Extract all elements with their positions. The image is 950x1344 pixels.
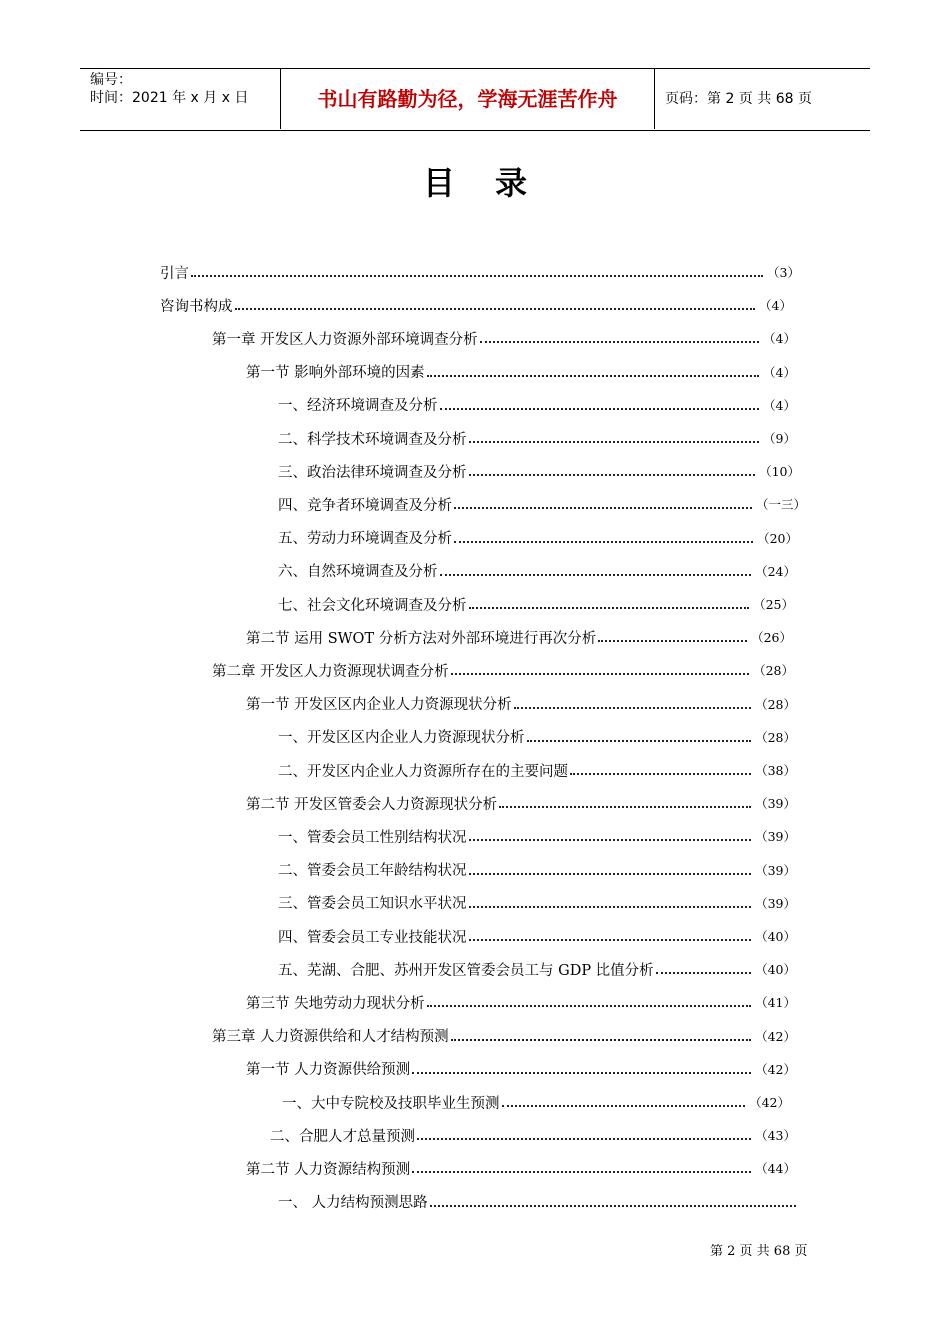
toc-entry-page: （42） bbox=[755, 1028, 796, 1044]
toc-entry-page: （10） bbox=[759, 464, 800, 480]
toc-entry-page: （39） bbox=[755, 862, 796, 878]
toc-entry-title: 第三章 人力资源供给和人才结构预测 bbox=[212, 1029, 449, 1046]
toc-dot-leader bbox=[469, 593, 750, 609]
toc-entry[interactable] bbox=[160, 291, 792, 319]
toc-entry[interactable] bbox=[278, 856, 796, 884]
toc-entry-page: （42） bbox=[749, 1095, 790, 1110]
toc-entry[interactable] bbox=[246, 988, 796, 1016]
toc-entry-title: 四、竞争者环境调查及分析 bbox=[278, 497, 452, 514]
toc-entry-page: （44） bbox=[755, 1161, 796, 1177]
toc-dot-leader bbox=[469, 859, 752, 875]
toc-entry-title: 第二节 人力资源结构预测 bbox=[246, 1161, 411, 1178]
toc-dot-leader bbox=[469, 892, 752, 908]
toc-dot-leader bbox=[235, 294, 756, 310]
page-title: 目录 bbox=[422, 164, 567, 202]
toc-entry-title: 四、管委会员工专业技能状况 bbox=[278, 929, 467, 946]
toc-entry[interactable] bbox=[278, 756, 796, 784]
toc-entry[interactable] bbox=[278, 424, 796, 452]
toc-entry-title: 第二节 开发区管委会人力资源现状分析 bbox=[246, 796, 498, 813]
toc-entry-title: 六、自然环境调查及分析 bbox=[278, 564, 438, 581]
toc-entry[interactable] bbox=[278, 822, 796, 850]
toc-entry-page: （39） bbox=[755, 829, 796, 845]
toc-dot-leader bbox=[480, 327, 759, 343]
toc-dot-leader bbox=[430, 1191, 796, 1207]
toc-entry-page: （26） bbox=[751, 630, 792, 646]
toc-entry[interactable] bbox=[246, 358, 796, 386]
header-divider bbox=[654, 69, 655, 129]
toc-entry-title: 第一章 开发区人力资源外部环境调查分析 bbox=[212, 331, 478, 348]
toc-entry-title: 二、合肥人才总量预测 bbox=[270, 1128, 415, 1145]
toc-entry-page: （41） bbox=[755, 995, 796, 1011]
toc-dot-leader bbox=[570, 759, 751, 775]
toc-entry[interactable] bbox=[246, 1154, 796, 1182]
toc-entry-title: 一、管委会员工性别结构状况 bbox=[278, 829, 467, 846]
toc-entry-page: （24） bbox=[755, 563, 796, 579]
toc-entry-title: 第二章 开发区人力资源现状调查分析 bbox=[212, 663, 449, 680]
toc-entry[interactable] bbox=[278, 457, 800, 485]
header-motto: 书山有路勤为径，学海无涯苦作舟 bbox=[317, 87, 618, 111]
toc-entry[interactable] bbox=[160, 258, 800, 286]
toc-entry-title: 二、科学技术环境调查及分析 bbox=[278, 431, 467, 448]
document-header bbox=[80, 68, 870, 131]
time-label: 时间：2021 年 x 月 x 日 bbox=[90, 90, 249, 106]
toc-entry[interactable] bbox=[278, 391, 796, 419]
toc-entry[interactable] bbox=[212, 324, 796, 352]
toc-dot-leader bbox=[427, 991, 751, 1007]
toc-entry-page: （20） bbox=[757, 530, 798, 546]
toc-dot-leader bbox=[469, 427, 760, 443]
toc-entry-page: （43） bbox=[755, 1128, 796, 1144]
toc-entry-page: （38） bbox=[755, 763, 796, 778]
toc-dot-leader bbox=[598, 626, 747, 642]
toc-dot-leader bbox=[499, 792, 751, 808]
toc-entry-page: （42） bbox=[755, 1061, 796, 1077]
toc-entry-page: （一三） bbox=[755, 497, 806, 513]
toc-dot-leader bbox=[454, 527, 753, 543]
number-label: 编号： bbox=[90, 72, 132, 88]
toc-entry[interactable] bbox=[278, 490, 806, 518]
toc-entry-page: （9） bbox=[763, 431, 796, 446]
toc-entry-title: 一、 人力结构预测思路 bbox=[278, 1195, 428, 1212]
toc-entry[interactable] bbox=[278, 1188, 800, 1216]
toc-entry-page: （4） bbox=[763, 397, 796, 413]
toc-entry[interactable] bbox=[270, 1121, 796, 1149]
header-page-info: 页码：第 2 页 共 68 页 bbox=[665, 91, 812, 107]
toc-entry[interactable] bbox=[278, 723, 796, 751]
toc-entry-page: （39） bbox=[755, 796, 796, 812]
toc-entry-title: 第一节 影响外部环境的因素 bbox=[246, 365, 425, 382]
toc-dot-leader bbox=[191, 261, 763, 277]
toc-entry-title: 咨询书构成 bbox=[160, 298, 233, 315]
toc-dot-leader bbox=[502, 1091, 746, 1107]
toc-entry-title: 二、开发区内企业人力资源所存在的主要问题 bbox=[278, 763, 568, 780]
toc-entry-title: 引言 bbox=[160, 265, 189, 282]
toc-entry[interactable] bbox=[282, 1088, 790, 1116]
toc-entry-page: （40） bbox=[755, 929, 796, 944]
toc-entry-page: （39） bbox=[755, 895, 796, 911]
toc-entry-title: 一、大中专院校及技职毕业生预测 bbox=[282, 1095, 500, 1112]
toc-entry[interactable] bbox=[246, 690, 796, 718]
toc-dot-leader bbox=[412, 1157, 751, 1173]
toc-dot-leader bbox=[527, 726, 752, 742]
toc-entry[interactable] bbox=[278, 524, 798, 552]
toc-entry-title: 七、社会文化环境调查及分析 bbox=[278, 597, 467, 614]
toc-entry[interactable] bbox=[278, 889, 796, 917]
header-meta bbox=[90, 71, 280, 107]
toc-dot-leader bbox=[440, 560, 752, 576]
toc-entry[interactable] bbox=[212, 656, 794, 684]
toc-entry-page: （4） bbox=[759, 298, 792, 314]
toc-entry-title: 第三节 失地劳动力现状分析 bbox=[246, 995, 425, 1012]
toc-entry-page: （4） bbox=[763, 331, 796, 347]
toc-entry-page: （28） bbox=[753, 663, 794, 679]
toc-entry[interactable] bbox=[278, 557, 796, 585]
toc-entry[interactable] bbox=[246, 623, 792, 651]
toc-dot-leader bbox=[451, 1025, 751, 1041]
toc-entry-title: 二、管委会员工年龄结构状况 bbox=[278, 863, 467, 880]
toc-dot-leader bbox=[417, 1124, 751, 1140]
toc-dot-leader bbox=[469, 925, 752, 941]
toc-entry[interactable] bbox=[278, 955, 796, 983]
toc-dot-leader bbox=[427, 361, 759, 377]
toc-dot-leader bbox=[454, 493, 752, 509]
toc-entry-title: 三、管委会员工知识水平状况 bbox=[278, 896, 467, 913]
toc-dot-leader bbox=[412, 1058, 751, 1074]
toc-entry-title: 三、政治法律环境调查及分析 bbox=[278, 464, 467, 481]
toc-entry-page: （28） bbox=[755, 729, 796, 745]
toc-dot-leader bbox=[469, 825, 752, 841]
toc-entry[interactable] bbox=[278, 922, 796, 950]
toc-entry-page: （4） bbox=[763, 364, 796, 380]
toc-entry[interactable] bbox=[212, 1022, 796, 1050]
toc-dot-leader bbox=[440, 394, 760, 410]
toc-dot-leader bbox=[656, 958, 751, 974]
toc-dot-leader bbox=[469, 460, 756, 476]
toc-dot-leader bbox=[451, 659, 749, 675]
toc-entry-title: 第一节 开发区区内企业人力资源现状分析 bbox=[246, 697, 512, 714]
toc-entry-title: 第一节 人力资源供给预测 bbox=[246, 1062, 411, 1079]
toc-entry-title: 五、芜湖、合肥、苏州开发区管委会员工与 GDP 比值分析 bbox=[278, 962, 654, 979]
toc-entry-page: （40） bbox=[755, 962, 796, 978]
toc-entry[interactable] bbox=[246, 1055, 796, 1083]
toc-entry-page: （3） bbox=[767, 265, 800, 280]
toc-entry-title: 五、劳动力环境调查及分析 bbox=[278, 531, 452, 548]
toc-entry[interactable] bbox=[278, 590, 794, 618]
toc-entry[interactable] bbox=[246, 789, 796, 817]
toc-entry-title: 一、开发区区内企业人力资源现状分析 bbox=[278, 730, 525, 747]
toc-entry-title: 第二节 运用 SWOT 分析方法对外部环境进行再次分析 bbox=[246, 630, 597, 647]
toc-entry-title: 一、经济环境调查及分析 bbox=[278, 398, 438, 415]
page-footer: 第 2 页 共 68 页 bbox=[710, 1244, 808, 1259]
toc-entry-page: （25） bbox=[753, 597, 794, 612]
toc-dot-leader bbox=[514, 693, 751, 709]
toc-entry-page: （28） bbox=[755, 696, 796, 712]
